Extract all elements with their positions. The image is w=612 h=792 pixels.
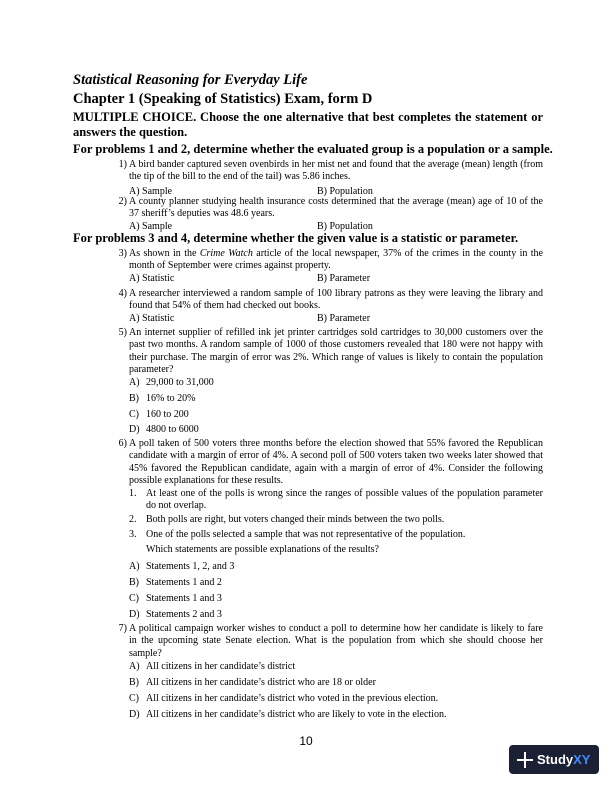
question-6-option-a: A) Statements 1, 2, and 3 xyxy=(129,561,235,572)
choice-b: B) Population xyxy=(317,186,373,197)
question-5-option-b: B) 16% to 20% xyxy=(129,393,196,404)
book-title: Statistical Reasoning for Everyday Life xyxy=(73,72,308,88)
choice-a: A) Statistic xyxy=(129,273,175,284)
section-heading-1: For problems 1 and 2, determine whether the evaluated group is a population or a sample. xyxy=(73,142,553,156)
plus-icon xyxy=(517,752,533,768)
question-number: 4) xyxy=(118,288,127,299)
question-stem: A researcher interviewed a random sample of 100 library patrons as they were leaving the library and found that 54% of them had checked out books. xyxy=(129,288,543,312)
choice-b: B) Parameter xyxy=(317,273,371,284)
question-number: 6) xyxy=(118,438,127,449)
chapter-title: Chapter 1 (Speaking of Statistics) Exam, form D xyxy=(73,91,373,107)
studyxy-badge[interactable] xyxy=(509,745,599,774)
question-number: 3) xyxy=(118,248,127,259)
publication-title: Crime Watch xyxy=(199,248,253,259)
question-stem: A poll taken of 500 voters three months before the election showed that 55% favored the Republican candidate with a margin of error of 4%. A second poll of 500 voters taken two weeks later showed that 45% favored the Republican candidate, again with a margin of error of 4%. Consider the following possible explanations for these results. xyxy=(129,438,543,487)
question-3-choices xyxy=(129,273,371,284)
question-7-option-c: C) All citizens in her candidate’s district who voted in the previous election. xyxy=(129,693,439,704)
question-6-prompt: Which statements are possible explanations of the results? xyxy=(146,544,379,555)
question-number: 1) xyxy=(118,159,127,170)
instructions: MULTIPLE CHOICE. Choose the one alternative that best completes the statement or answers the question. xyxy=(73,110,543,139)
question-stem: As shown in the Crime Watch article of the local newspaper, 37% of the crimes in the county in the month of September were crimes against property. xyxy=(129,248,543,272)
question-6-option-c: C) Statements 1 and 3 xyxy=(129,593,222,604)
brand-name: StudyXY xyxy=(537,752,591,767)
question-5-option-a: A) 29,000 to 31,000 xyxy=(129,377,214,388)
question-7-option-d: D) All citizens in her candidate’s district who are likely to vote in the election. xyxy=(129,709,447,720)
choice-a: A) Sample xyxy=(129,221,173,232)
question-6-option-d: D) Statements 2 and 3 xyxy=(129,609,222,620)
choice-b: B) Population xyxy=(317,221,373,232)
question-7-option-a: A) All citizens in her candidate’s district xyxy=(129,661,296,672)
question-stem: A bird bander captured seven ovenbirds in her mist net and found that the average (mean) length (from the tip of the bill to the end of the tail) was 5.86 inches. xyxy=(129,159,543,183)
choice-a: A) Sample xyxy=(129,186,173,197)
question-number: 2) xyxy=(118,196,127,207)
question-7-option-b: B) All citizens in her candidate’s district who are 18 or older xyxy=(129,677,376,688)
question-4-choices xyxy=(129,313,371,324)
question-stem: An internet supplier of refilled ink jet printer cartridges sold cartridges to 30,000 customers over the past two months. A random sample of 1000 of those customers revealed that 180 were not happy with their purchase. The margin of error was 2%. Which range of values is likely to contain the population parameter? xyxy=(129,327,543,376)
question-5-option-d: D) 4800 to 6000 xyxy=(129,424,199,435)
choice-b: B) Parameter xyxy=(317,313,371,324)
question-number: 7) xyxy=(118,623,127,634)
section-heading-2: For problems 3 and 4, determine whether the given value is a statistic or parameter. xyxy=(73,231,519,245)
question-stem: A county planner studying health insurance costs determined that the average (mean) age of 10 of the 37 sheriff’s deputies was 48.6 years. xyxy=(129,196,543,220)
exam-page: Statistical Reasoning for Everyday Life Chapter 1 (Speaking of Statistics) Exam, form D MULTIPLE CHOICE. Choose the one alternative that best completes the statement or answers the question. For problems 1 and 2, determine whether the evaluated group is a population or a sample. 1) A bird bander captured seven ovenbirds in her mist net and found that the average (mean) length (from the tip of the bill to the end of the tail) was 5.86 inches. A) Sample B) Population 2) A county planner studying health insurance costs determined that the average (mean) age of 10 of the 37 sheriff’s deputies was 48.6 years. A) Sample B) Population For problems 3 and 4, determine whether the given value is a statistic or parameter. 3) As shown in the Crime Watch article of the local newspaper, 37% of the crimes in the county in the month of September were crimes against property. A) Statistic B) Parameter 4) A researcher interviewed a random sample of 100 library patrons as they were leaving the library and found that 54% of them had checked out books. A) Statistic B) Parameter 5) An internet supplier of refilled ink jet printer cartridges sold cartridges to 30,000 customers over the past two months. A random sample of 1000 of those customers revealed that 180 were not happy with their purchase. The margin of error was 2%. Which range of values is likely to contain the population parameter? A) 29,000 to 31,000 B) 16% to 20% C) 160 to 200 D) 4800 to 6000 6) A poll taken of 500 voters three months before the election showed that 55% favored the Republican candidate with a margin of error of 4%. A second poll of 500 voters taken two weeks later showed that 45% favored the Republican candidate, again with a margin of error of 4%. Consider the following possible explanations for these results. 1. At least one of the polls is wrong since the ranges of possible values of the population parameter do not overlap. 2. Both polls are right, but voters changed their minds between the two polls. 3. One of the polls selected a sample that was not representative of the population. Which statements are possible explanations of the results? A) Statements 1, 2, and 3 B) Statements 1 and 2 C) Statements 1 and 3 D) Statements 2 and 3 7) A political campaign worker wishes to conduct a poll to determine how her candidate is likely to fare in the upcoming state Senate election. What is the population from which she should choose her sample? A) All citizens in her candidate’s district B) All citizens in her candidate’s district who are 18 or older C) All citizens in her candidate’s district who voted in the previous election. D) All citizens in her candidate’s district who are likely to vote in the election. 10 StudyXY xyxy=(0,0,612,792)
question-number: 5) xyxy=(118,327,127,338)
choice-a: A) Statistic xyxy=(129,313,175,324)
question-6-option-b: B) Statements 1 and 2 xyxy=(129,577,222,588)
page-number: 10 xyxy=(299,734,313,748)
question-stem: A political campaign worker wishes to conduct a poll to determine how her candidate is likely to fare in the upcoming state Senate election. What is the population from which she should choose her sample? xyxy=(129,623,543,659)
question-5-option-c: C) 160 to 200 xyxy=(129,409,189,420)
